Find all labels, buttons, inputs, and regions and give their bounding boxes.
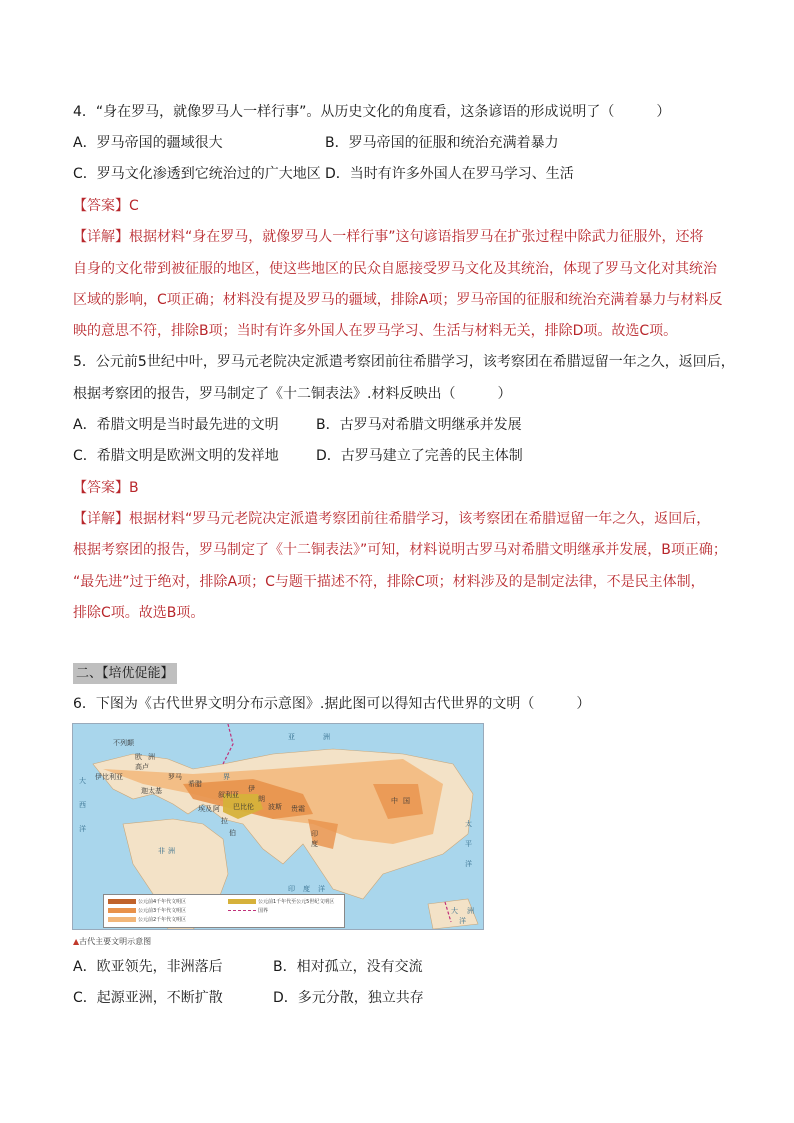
map-label: 洋 (318, 885, 325, 893)
map-label: 伯 (229, 829, 236, 837)
map-label: 欧 (135, 753, 142, 761)
map-label: 迦太基 (141, 787, 162, 795)
legend-label: 公元前2千年代文明区 (138, 917, 187, 923)
q5-stem-line: 根据考察团的报告，罗马制定了《十二铜表法》.材料反映出（ ） (73, 386, 512, 402)
map-label: 叙利亚 (218, 791, 239, 799)
map-label: 波斯 (268, 803, 282, 811)
legend-label: 公元前1千年代至公元5世纪文明区 (258, 899, 335, 905)
q5-answer: 【答案】B (73, 480, 139, 496)
map-label: 西 (79, 801, 86, 809)
map-label: 太 (465, 820, 472, 828)
q5-option-d: D．古罗马建立了完善的民主体制 (316, 448, 523, 464)
q5-detail-line: “最先进”过于绝对，排除A项；C与题干描述不符，排除C项；材料涉及的是制定法律，不是民主体制， (73, 574, 705, 590)
map-label: 埃及 (198, 805, 212, 813)
q5-option-b: B．古罗马对希腊文明继承并发展 (316, 417, 522, 433)
map-caption (73, 936, 151, 947)
map-label: 伊 (248, 785, 255, 793)
q6-option-a: A．欧亚领先，非洲落后 (73, 959, 223, 975)
q5-stem-line: 5．公元前5世纪中叶，罗马元老院决定派遣考察团前往希腊学习，该考察团在希腊逗留一年之久，返回后， (73, 354, 735, 370)
q5-detail-line: 排除C项。故选B项。 (73, 605, 205, 621)
map-label: 度 (303, 885, 310, 893)
q4-detail-line: 映的意思不符，排除B项；当时有许多外国人在罗马学习、生活与材料无关，排除D项。故选C项。 (73, 323, 678, 339)
map-label: 度 (311, 840, 318, 848)
legend-label: 国界 (258, 908, 269, 914)
map-caption-text: 古代主要文明示意图 (79, 937, 152, 946)
legend-swatch (228, 899, 256, 904)
map-label: 拉 (221, 817, 228, 825)
map-label: 中 (391, 797, 398, 805)
map-label: 洲 (168, 847, 175, 855)
map-label: 高卢 (135, 763, 149, 771)
legend-swatch (228, 910, 256, 911)
map-label: 伊比利亚 (95, 773, 123, 781)
q6-option-c: C．起源亚洲，不断扩散 (73, 990, 223, 1006)
map-label: 罗马 (168, 773, 182, 781)
q6-option-b: B．相对孤立，没有交流 (273, 959, 423, 975)
triangle-icon: ▲ (73, 937, 80, 946)
map-label: 非 (158, 847, 165, 855)
map-label: 界 (223, 773, 230, 781)
map-label: 亚 (288, 733, 295, 741)
q4-answer: 【答案】C (73, 198, 139, 214)
map-label: 洲 (467, 907, 474, 915)
map-label: 平 (465, 840, 472, 848)
q6-option-d: D．多元分散，独立共存 (273, 990, 424, 1006)
map-label: 洋 (459, 917, 466, 925)
map-label: 洋 (465, 860, 472, 868)
map-legend (103, 894, 345, 928)
q4-detail-line: 区域的影响，C项正确；材料没有提及罗马的疆域，排除A项；罗马帝国的征服和统治充满着暴力与材料反 (73, 292, 723, 308)
map-label: 大 (451, 907, 458, 915)
ancient-civilizations-map (72, 723, 484, 930)
map-label: 朗 (258, 795, 265, 803)
map-label: 不列颠 (113, 739, 134, 747)
q4-option-c: C．罗马文化渗透到它统治过的广大地区 (73, 166, 321, 182)
q5-detail-line: 根据考察团的报告，罗马制定了《十二铜表法》”可知，材料说明古罗马对希腊文明继承并发展，B项正确； (73, 542, 727, 558)
q5-detail-line: 【详解】根据材料“罗马元老院决定派遣考察团前往希腊学习，该考察团在希腊逗留一年之久，返回后， (73, 511, 711, 527)
map-label: 印 (288, 885, 295, 893)
map-label: 洋 (79, 825, 86, 833)
legend-swatch (108, 917, 136, 922)
legend-swatch (108, 908, 136, 913)
section-heading: 二、【培优促能】 (73, 663, 177, 684)
q5-option-c: C．希腊文明是欧洲文明的发祥地 (73, 448, 279, 464)
map-label: 巴比伦 (233, 803, 254, 811)
map-label: 印 (311, 830, 318, 838)
map-label: 希腊 (188, 780, 202, 788)
q4-stem: 4．“身在罗马，就像罗马人一样行事”。从历史文化的角度看，这条谚语的形成说明了（ ） (73, 104, 671, 120)
map-label: 贵霜 (291, 805, 305, 813)
legend-label: 公元前3千年代文明区 (138, 908, 187, 914)
q6-stem: 6．下图为《古代世界文明分布示意图》.据此图可以得知古代世界的文明（ ） (73, 696, 591, 712)
map-label: 大 (79, 777, 86, 785)
map-label: 洲 (323, 733, 330, 741)
q4-option-b: B．罗马帝国的征服和统治充满着暴力 (325, 135, 559, 151)
map-label: 国 (403, 797, 410, 805)
q4-detail-line: 自身的文化带到被征服的地区，使这些地区的民众自愿接受罗马文化及其统治，体现了罗马文化对其统治 (73, 261, 717, 277)
q4-detail-line: 【详解】根据材料“身在罗马，就像罗马人一样行事”这句谚语指罗马在扩张过程中除武力征服外，还将 (73, 229, 704, 245)
q5-option-a: A．希腊文明是当时最先进的文明 (73, 417, 279, 433)
map-label: 洲 (148, 753, 155, 761)
legend-swatch (108, 899, 136, 904)
q4-option-a: A．罗马帝国的疆域很大 (73, 135, 223, 151)
map-label: 阿 (213, 805, 220, 813)
legend-label: 公元前4千年代文明区 (138, 899, 187, 905)
q4-option-d: D．当时有许多外国人在罗马学习、生活 (325, 166, 574, 182)
